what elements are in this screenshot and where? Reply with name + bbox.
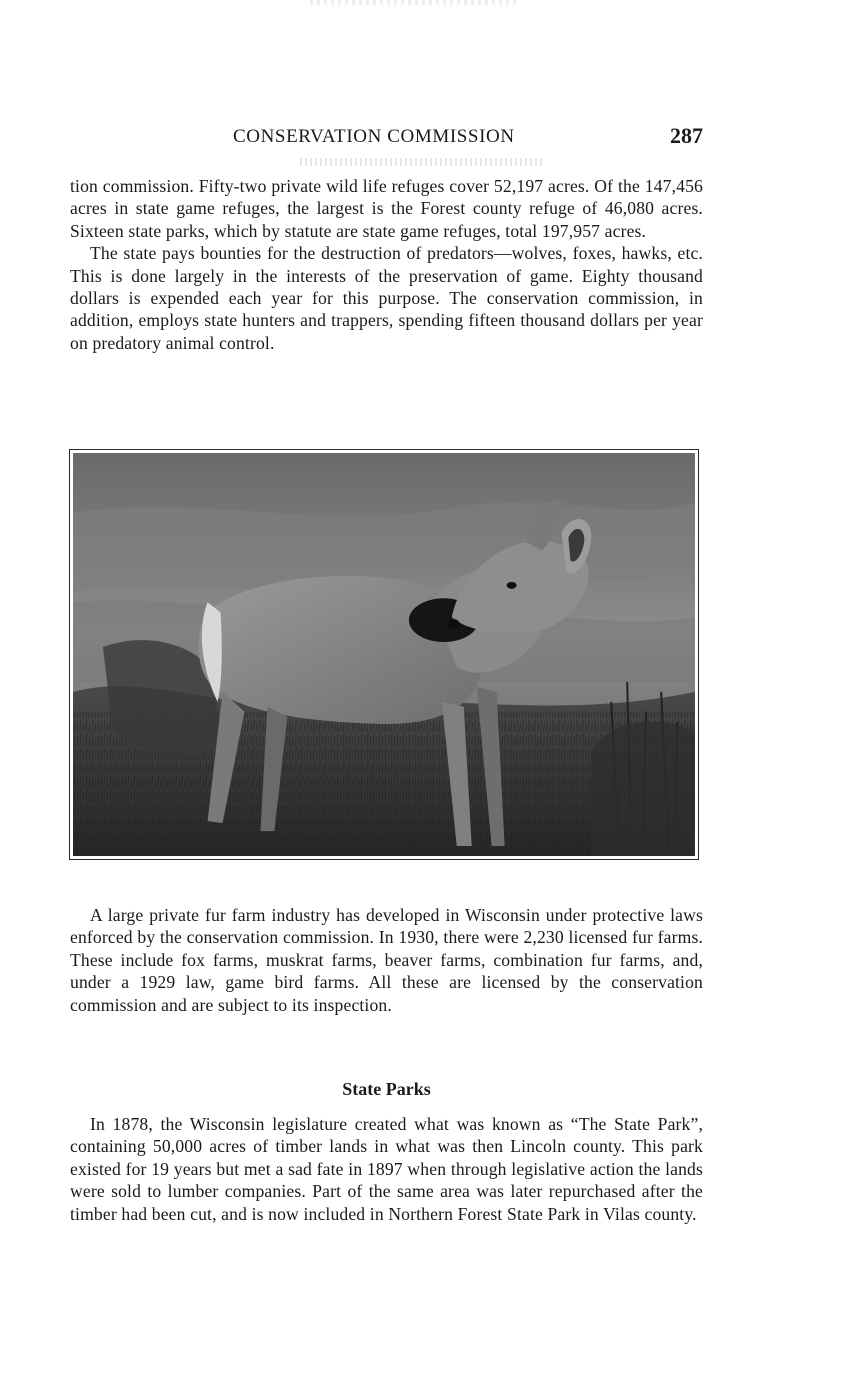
scan-smudge-header bbox=[300, 158, 545, 166]
body-text-fur-farms bbox=[70, 904, 703, 1016]
body-text-top bbox=[70, 175, 703, 354]
paragraph-refuges: tion commission. Fifty-two private wild life refuges cover 52,197 acres. Of the 147,456 acres in state game refuges, the largest is the Forest county refuge of 46,080 acres. Sixteen state parks, which by statute are state game refuges, total 197,957 acres. bbox=[70, 176, 703, 241]
deer-photograph bbox=[69, 449, 699, 860]
running-head bbox=[70, 124, 703, 154]
scan-smudge-top bbox=[310, 0, 520, 5]
body-text-state-parks bbox=[70, 1113, 703, 1225]
paragraph-state-parks: In 1878, the Wisconsin legislature created what was known as “The State Park”, containing 50,000 acres of timber lands in what was then Lincoln county. This park existed for 19 years but met a sad fate in 1897 when through legislative action the lands were sold to lumber companies. Part of the same area was later repurchased after the timber had been cut, and is now included in Northern Forest State Park in Vilas county. bbox=[70, 1114, 703, 1224]
paragraph-bounties: The state pays bounties for the destruction of predators—wolves, foxes, hawks, etc. This is done largely in the interests of the preservation of game. Eighty thousand dollars is expended each year for this purpose. The conservation commission, in addition, employs state hunters and trappers, spending fifteen thousand dollars per year on predatory animal control. bbox=[70, 243, 703, 353]
deer-photo-illustration bbox=[73, 453, 695, 856]
page-number: 287 bbox=[670, 123, 703, 148]
section-heading-state-parks: State Parks bbox=[342, 1079, 431, 1099]
running-title: CONSERVATION COMMISSION bbox=[233, 126, 515, 147]
paragraph-fur-farms: A large private fur farm industry has developed in Wisconsin under protective laws enforced by the conservation commission. In 1930, there were 2,230 licensed fur farms. These include fox farms, muskrat farms, beaver farms, combination fur farms, and, under a 1929 law, game bird farms. All these are licensed by the conservation commission and are subject to its inspection. bbox=[70, 905, 703, 1015]
